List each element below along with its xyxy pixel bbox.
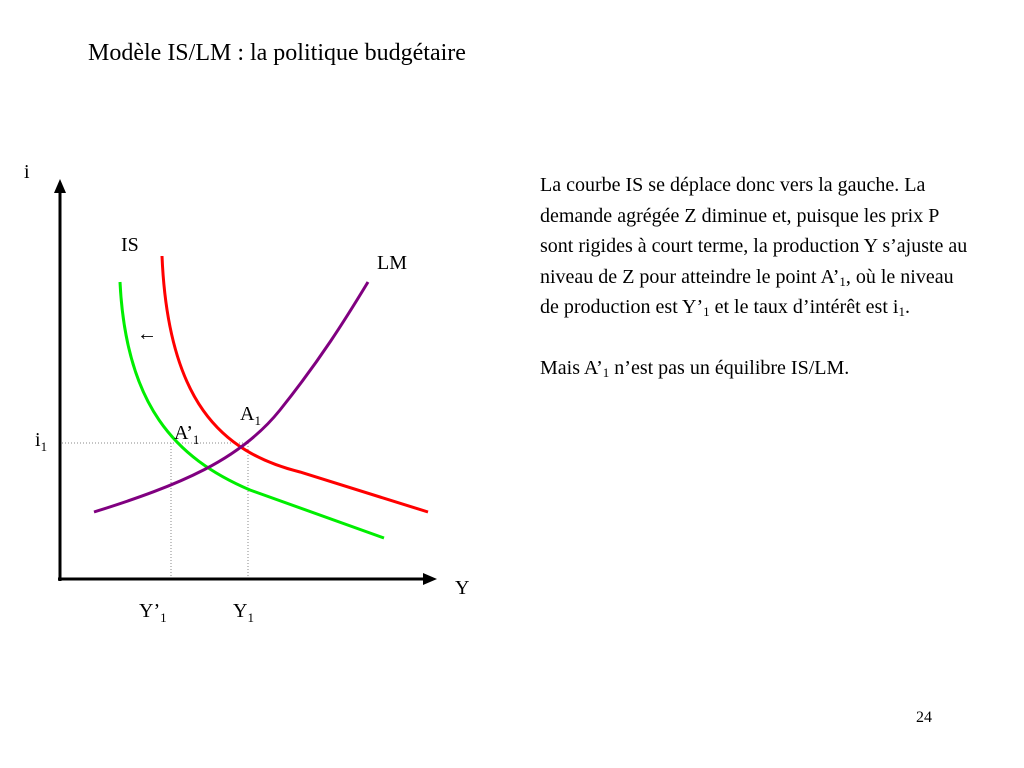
is-curve-label: IS xyxy=(121,234,139,256)
p1-text-3: et le taux d’intérêt est i xyxy=(709,296,899,318)
p1-sub-1: 1 xyxy=(839,273,846,289)
explanation-paragraph-1 xyxy=(540,170,970,323)
p1-sub-2: 1 xyxy=(703,304,710,319)
i1-sub: 1 xyxy=(40,439,48,454)
p2-text-1: Mais A’ xyxy=(540,356,603,379)
shift-arrow-icon: ← xyxy=(137,323,157,345)
y-axis-label: i xyxy=(24,161,30,183)
is-curve xyxy=(162,256,428,512)
y1-sub: 1 xyxy=(247,610,254,625)
p1-text-2: , où le niveau de production est Y’ xyxy=(540,265,954,318)
point-a-prime-1-label xyxy=(174,422,199,447)
point-a-prime-1-main: A’ xyxy=(174,422,193,444)
lm-curve-label: LM xyxy=(377,252,407,274)
y1-label xyxy=(233,600,254,625)
point-a1-sub: 1 xyxy=(254,413,261,428)
p1-sub-3: 1 xyxy=(898,304,905,319)
y1-main: Y xyxy=(233,600,248,622)
y-prime-1-label xyxy=(139,600,167,625)
x-axis-arrowhead xyxy=(423,573,437,585)
explanation-paragraph-2 xyxy=(540,353,970,384)
i1-main: i xyxy=(35,429,41,451)
slide-title: Modèle IS/LM : la politique budgétaire xyxy=(88,40,466,66)
x-axis-label: Y xyxy=(455,577,470,599)
y-prime-1-sub: 1 xyxy=(160,610,167,625)
p1-text-4: . xyxy=(904,296,910,318)
y-prime-1-main: Y’ xyxy=(139,600,161,622)
i1-label xyxy=(35,429,47,454)
p2-text-2: n’est pas un équilibre IS/LM. xyxy=(609,356,850,379)
p2-sub-1: 1 xyxy=(602,364,610,380)
lm-curve xyxy=(94,282,368,512)
explanation-text xyxy=(540,170,970,383)
y-axis-arrowhead xyxy=(54,179,66,193)
point-a1-label xyxy=(240,403,261,428)
page-number: 24 xyxy=(916,709,932,726)
point-a-prime-1-sub: 1 xyxy=(192,432,200,447)
p1-text-1: La courbe IS se déplace donc vers la gauche. La demande agrégée Z diminue et, puisque les prix P sont rigides à court terme, la production Y s’ajuste au niveau de Z pour atteindre le point A’ xyxy=(540,174,968,288)
point-a1-main: A xyxy=(240,403,255,425)
